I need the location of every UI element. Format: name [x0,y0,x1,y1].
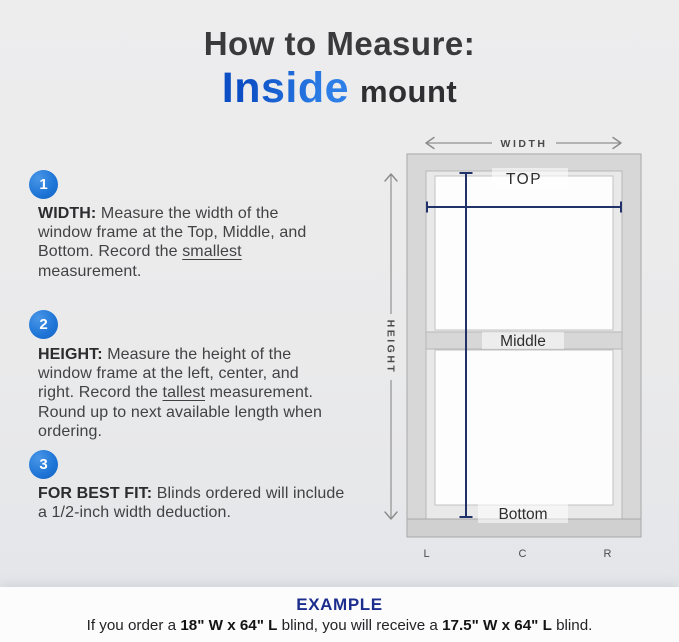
axis-left-label: L [423,548,431,560]
axis-right-label: R [603,548,613,560]
axis-center-label: C [518,548,528,560]
example-sentence: If you order a 18" W x 64" L blind, you will receive a 17.5" W x 64" L blind. [86,617,593,634]
underlined-word: tallest [162,384,206,402]
width-arrow [426,138,621,151]
title-accent-word: Inside [221,64,350,113]
step-1-lead: WIDTH: [38,205,97,222]
upper-glass-pane [435,176,613,330]
step-3-lead: FOR BEST FIT: [38,485,153,502]
lower-glass-pane [435,350,613,505]
step-2-text: HEIGHT: Measure the height of the window frame at the left, center, and right. Record the tallest measurement. Round up to next available length when ordering. [38,346,323,440]
height-arrow-label: HEIGHT [384,319,397,375]
bottom-label [478,504,568,523]
window-diagram-svg [380,130,672,582]
step-3-badge: 3 [29,450,58,479]
step-3-text: FOR BEST FIT: Blinds ordered will include a 1/2-inch width deduction. [38,485,345,522]
title-rest-word: mount [360,74,458,110]
received-size: 17.5" W x 64" L [442,617,552,634]
underlined-word: smallest [182,243,242,261]
step-1-text: WIDTH: Measure the width of the window frame at the Top, Middle, and Bottom. Record the smallest measurement. [38,205,307,280]
step-1-badge: 1 [29,170,58,199]
top-label [492,168,568,188]
window-measurement-diagram [380,130,672,587]
title-line1: How to Measure: [203,25,476,62]
height-arrow [385,174,398,519]
example-strip [0,587,679,642]
middle-label [482,332,564,350]
svg-text:Bottom: Bottom [498,506,548,523]
width-arrow-label: WIDTH [500,138,548,150]
step-2-badge: 2 [29,310,58,339]
title-line2 [0,64,679,113]
example-heading: EXAMPLE [296,595,383,614]
step-2-lead: HEIGHT: [38,346,103,363]
ordered-size: 18" W x 64" L [180,617,278,634]
svg-text:Middle: Middle [500,333,546,350]
page-title [0,26,679,113]
svg-text:TOP: TOP [505,171,543,188]
axis-labels [423,548,612,560]
